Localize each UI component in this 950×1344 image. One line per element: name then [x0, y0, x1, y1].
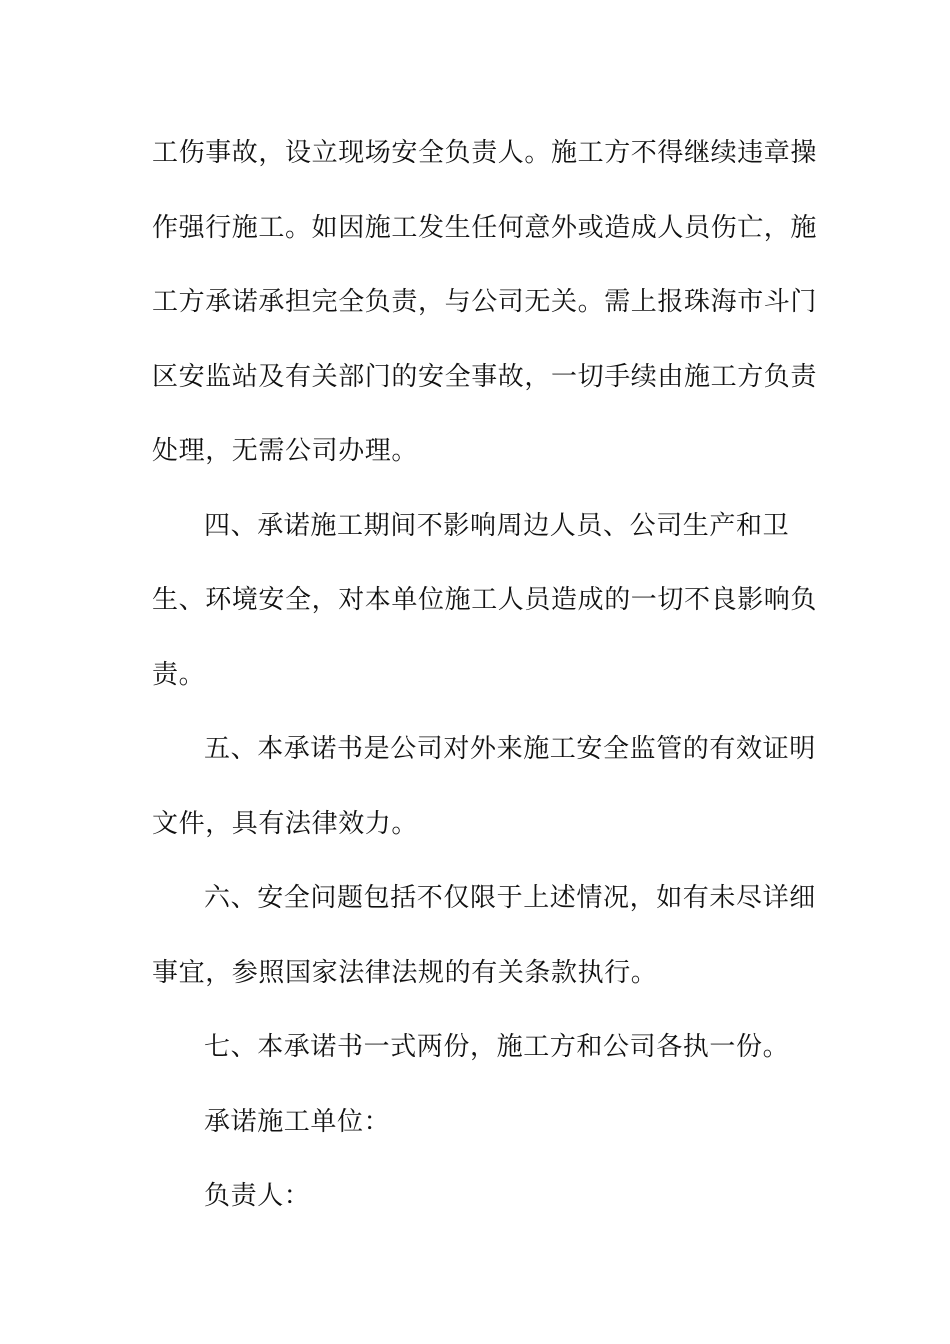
- clause-5-end-line: 文件，具有法律效力。: [152, 808, 419, 839]
- clause-4-line: 生、环境安全，对本单位施工人员造成的一切不良影响负: [152, 585, 818, 615]
- text-line-paragraph-3-continued: 工方承诺承担完全负责，与公司无关。需上报珠海市斗门: [152, 287, 818, 317]
- text-line-paragraph-3-continued: 区安监站及有关部门的安全事故，一切手续由施工方负责: [152, 361, 818, 392]
- clause-5-heading-line: 五、本承诺书是公司对外来施工安全监管的有效证明: [204, 734, 816, 764]
- document-body: [152, 125, 818, 1243]
- clause-7-line: 七、本承诺书一式两份，施工方和公司各执一份。: [204, 1032, 790, 1062]
- text-line-paragraph-3-continued: 作强行施工。如因施工发生任何意外或造成人员伤亡，施: [152, 212, 818, 243]
- signature-person-label: 负责人：: [204, 1181, 311, 1211]
- clause-4-end-line: 责。: [152, 659, 206, 690]
- text-line-paragraph-3-end: 处理，无需公司办理。: [152, 436, 419, 466]
- clause-6-end-line: 事宜，参照国家法律法规的有关条款执行。: [152, 957, 658, 988]
- clause-4-heading-line: 四、承诺施工期间不影响周边人员、公司生产和卫: [204, 510, 790, 541]
- clause-6-heading-line: 六、安全问题包括不仅限于上述情况，如有未尽详细: [204, 883, 816, 913]
- signature-unit-label: 承诺施工单位：: [204, 1106, 391, 1137]
- text-line-paragraph-3-continued: 工伤事故，设立现场安全负责人。施工方不得继续违章操: [152, 138, 818, 168]
